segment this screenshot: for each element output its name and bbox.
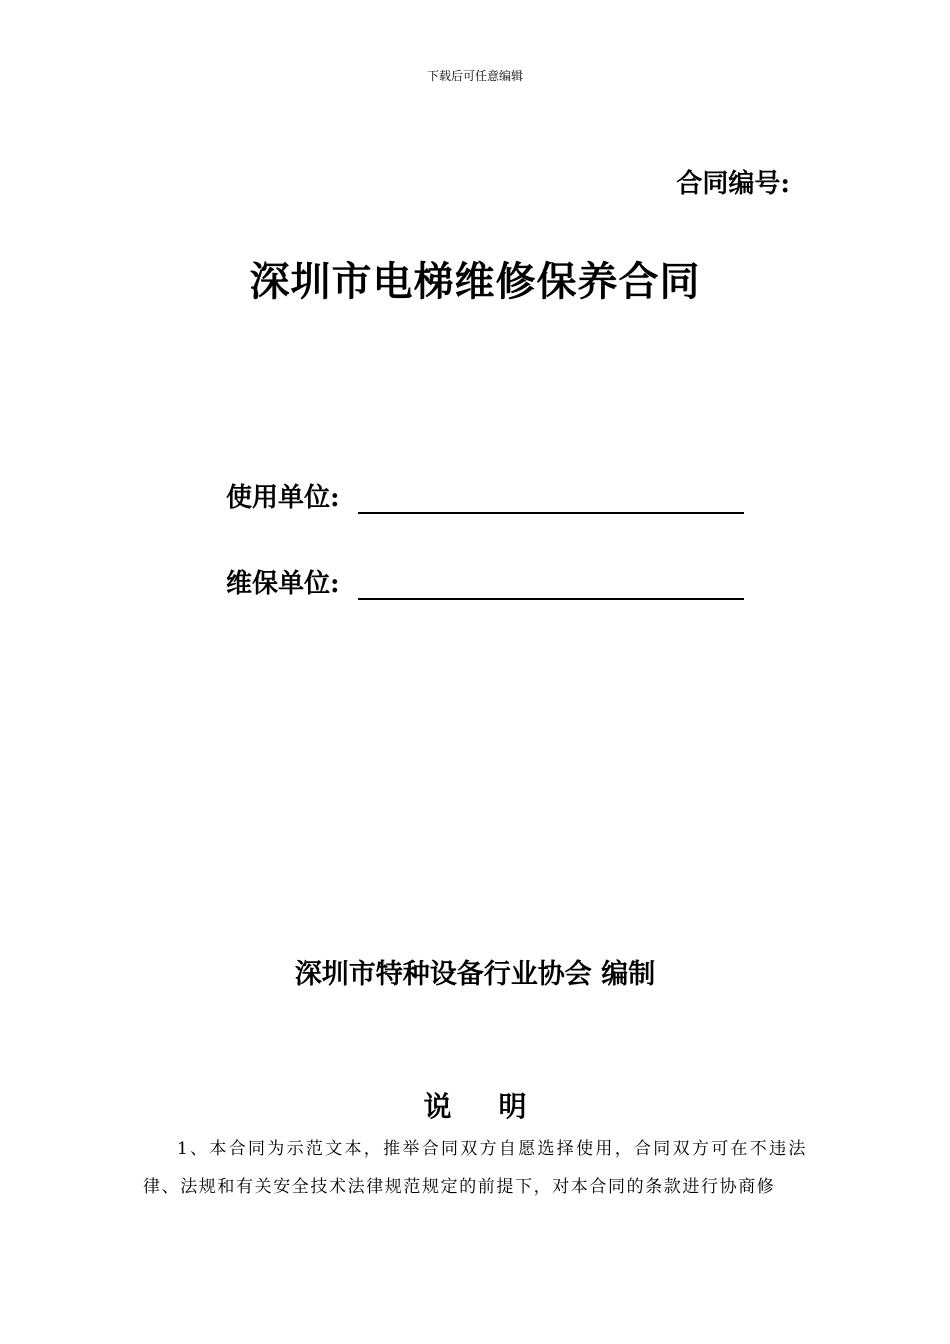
explanation-heading: 说 明: [423, 1090, 527, 1123]
user-unit-blank-line: [358, 512, 744, 514]
maintenance-unit-label: 维保单位:: [226, 569, 340, 599]
maintenance-unit-blank-line: [358, 598, 744, 600]
header-note: 下载后可任意编辑: [426, 69, 523, 83]
explanation-paragraph: 1、本合同为示范文本，推举合同双方自愿选择使用，合同双方可在不违法律、法规和有关安全技术法律规范规定的前提下，对本合同的条款进行协商修: [143, 1139, 807, 1197]
user-unit-label: 使用单位:: [226, 483, 340, 513]
document-title: 深圳市电梯维修保养合同: [249, 258, 701, 305]
user-unit-row: [226, 478, 744, 518]
contract-number-label: 合同编号:: [676, 169, 790, 199]
compiler-text: 深圳市特种设备行业协会 编制: [294, 959, 656, 990]
maintenance-unit-row: [226, 564, 744, 604]
